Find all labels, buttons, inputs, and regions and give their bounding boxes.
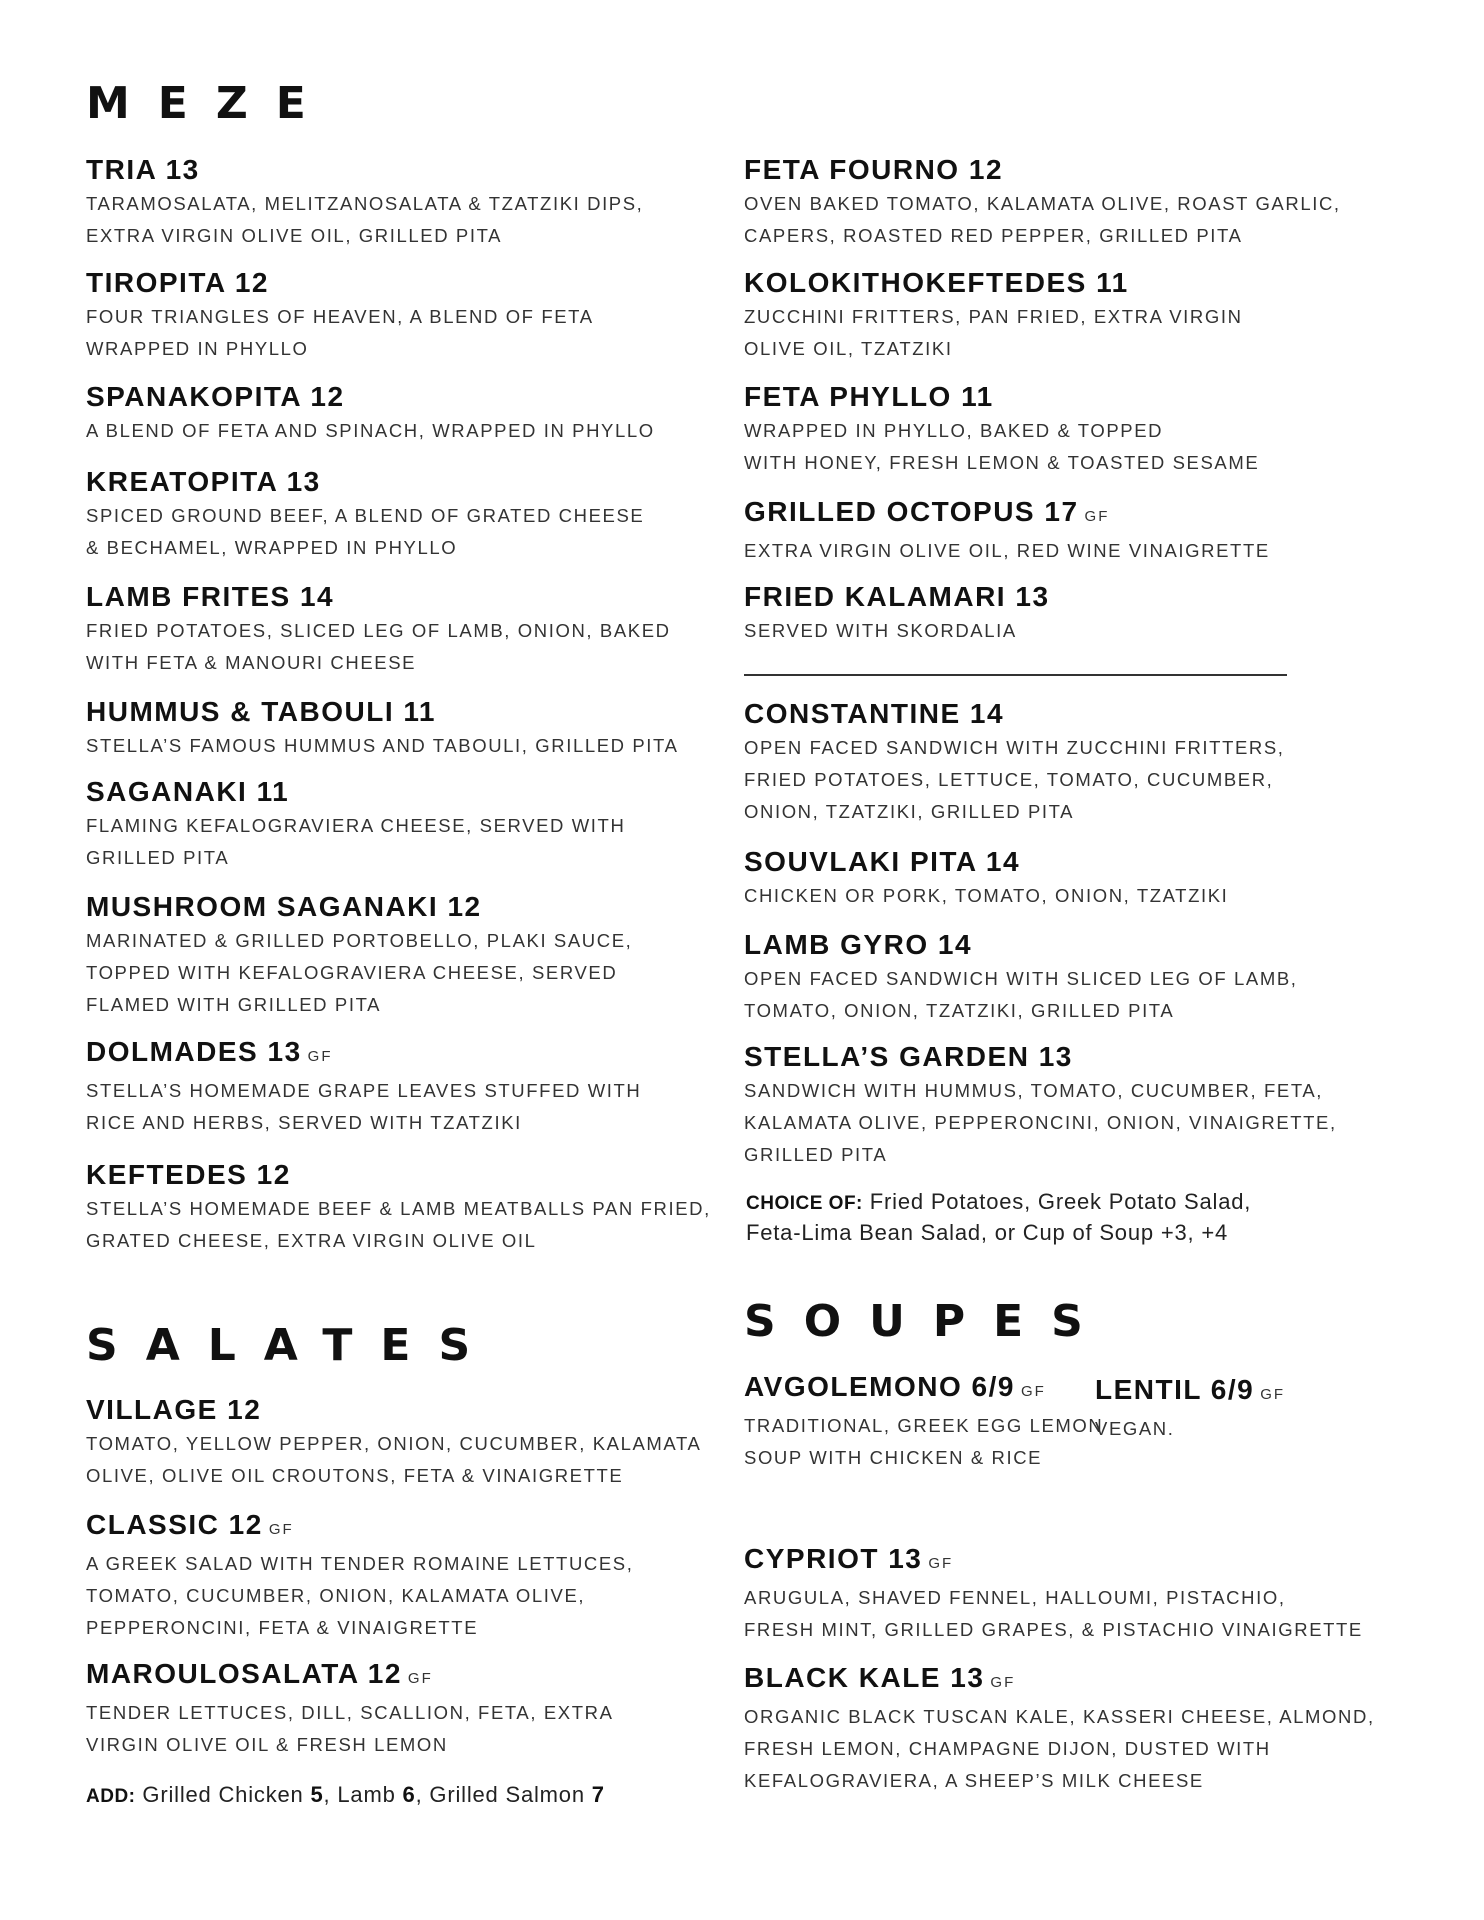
menu-item-grilled-octopus-17: [744, 495, 1344, 567]
menu-item-village-12: [86, 1393, 702, 1492]
menu-item-title: VILLAGE 12: [86, 1394, 262, 1425]
description-line: SERVED WITH SKORDALIA: [744, 620, 1017, 641]
menu-item-stella-s-garden-13: [744, 1040, 1344, 1171]
menu-item-description: [744, 1582, 1363, 1646]
menu-item-constantine-14: [744, 697, 1344, 828]
menu-item-name: [744, 380, 1344, 414]
menu-item-name: [86, 1393, 686, 1427]
gluten-free-tag: GF: [307, 1048, 333, 1065]
description-line: WITH HONEY, FRESH LEMON & TOASTED SESAME: [744, 452, 1260, 473]
menu-item-title: FETA PHYLLO 11: [744, 381, 994, 412]
gluten-free-tag: GF: [1084, 508, 1110, 525]
menu-item-name: [744, 495, 1344, 534]
description-line: KEFALOGRAVIERA, A SHEEP’S MILK CHEESE: [744, 1770, 1204, 1791]
menu-item-name: [744, 1040, 1344, 1074]
menu-item-name: [86, 1657, 686, 1696]
menu-item-title: TRIA 13: [86, 154, 200, 185]
description-line: PEPPERONCINI, FETA & VINAIGRETTE: [86, 1617, 479, 1638]
menu-item-description: [86, 730, 686, 762]
menu-item-description: [86, 1193, 711, 1257]
menu-item-name: [744, 928, 1344, 962]
description-line: EXTRA VIRGIN OLIVE OIL, RED WINE VINAIGRETTE: [744, 540, 1270, 561]
add-text-3: , Grilled Salmon: [415, 1782, 592, 1807]
menu-item-title: SAGANAKI 11: [86, 776, 290, 807]
description-line: SPICED GROUND BEEF, A BLEND OF GRATED CHEESE: [86, 505, 645, 526]
menu-item-title: SPANAKOPITA 12: [86, 381, 345, 412]
section-title-salates: SALATES: [86, 1320, 499, 1371]
description-line: OPEN FACED SANDWICH WITH ZUCCHINI FRITTERS,: [744, 737, 1285, 758]
section-title-soupes: SOUPES: [744, 1296, 1111, 1347]
menu-item-title: DOLMADES 13: [86, 1036, 302, 1067]
description-line: WRAPPED IN PHYLLO: [86, 338, 309, 359]
menu-item-description: [86, 301, 686, 365]
menu-item-kreatopita-13: [86, 465, 686, 564]
menu-item-title: AVGOLEMONO 6/9: [744, 1371, 1015, 1402]
add-note: [86, 1780, 605, 1811]
menu-item-title: HUMMUS & TABOULI 11: [86, 696, 436, 727]
menu-item-black-kale-13: [744, 1661, 1375, 1797]
description-line: TOMATO, ONION, TZATZIKI, GRILLED PITA: [744, 1000, 1175, 1021]
description-line: FLAMING KEFALOGRAVIERA CHEESE, SERVED WITH: [86, 815, 626, 836]
description-line: VEGAN.: [1095, 1418, 1175, 1439]
description-line: GRILLED PITA: [744, 1144, 888, 1165]
description-line: SOUP WITH CHICKEN & RICE: [744, 1447, 1043, 1468]
menu-item-description: [744, 963, 1344, 1027]
menu-item-kolokithokeftedes-11: [744, 266, 1344, 365]
add-text-1: Grilled Chicken: [135, 1782, 311, 1807]
choice-of-text-line1: Fried Potatoes, Greek Potato Salad,: [862, 1189, 1252, 1214]
section-title-meze: MEZE: [86, 78, 334, 129]
description-line: ORGANIC BLACK TUSCAN KALE, KASSERI CHEESE, ALMOND,: [744, 1706, 1375, 1727]
description-line: OPEN FACED SANDWICH WITH SLICED LEG OF LAMB,: [744, 968, 1298, 989]
menu-item-title: SOUVLAKI PITA 14: [744, 846, 1021, 877]
gluten-free-tag: GF: [990, 1674, 1016, 1691]
menu-item-description: [86, 615, 686, 679]
description-line: CHICKEN OR PORK, TOMATO, ONION, TZATZIKI: [744, 885, 1229, 906]
menu-item-title: FRIED KALAMARI 13: [744, 581, 1050, 612]
description-line: TOMATO, CUCUMBER, ONION, KALAMATA OLIVE,: [86, 1585, 586, 1606]
menu-item-title: KREATOPITA 13: [86, 466, 321, 497]
menu-item-name: [744, 266, 1344, 300]
description-line: A GREEK SALAD WITH TENDER ROMAINE LETTUCES,: [86, 1553, 634, 1574]
description-line: GRATED CHEESE, EXTRA VIRGIN OLIVE OIL: [86, 1230, 537, 1251]
description-line: FRESH LEMON, CHAMPAGNE DIJON, DUSTED WITH: [744, 1738, 1271, 1759]
menu-item-description: [744, 535, 1344, 567]
description-line: FLAMED WITH GRILLED PITA: [86, 994, 382, 1015]
add-price-chicken: 5: [310, 1782, 324, 1807]
menu-item-description: [86, 500, 686, 564]
menu-item-spanakopita-12: [86, 380, 686, 447]
description-line: FRESH MINT, GRILLED GRAPES, & PISTACHIO VINAIGRETTE: [744, 1619, 1363, 1640]
menu-item-name: [86, 1035, 686, 1074]
menu-item-name: [86, 1508, 686, 1547]
menu-item-name: [86, 890, 686, 924]
menu-item-title: MUSHROOM SAGANAKI 12: [86, 891, 482, 922]
menu-item-cypriot-13: [744, 1542, 1363, 1646]
menu-item-title: LAMB GYRO 14: [744, 929, 973, 960]
menu-item-title: KEFTEDES 12: [86, 1159, 291, 1190]
menu-item-title: CLASSIC 12: [86, 1509, 263, 1540]
menu-item-title: STELLA’S GARDEN 13: [744, 1041, 1073, 1072]
menu-item-description: [86, 188, 686, 252]
choice-of-label: CHOICE OF:: [746, 1193, 863, 1214]
menu-item-lamb-frites-14: [86, 580, 686, 679]
description-line: ONION, TZATZIKI, GRILLED PITA: [744, 801, 1075, 822]
menu-item-description: [744, 1701, 1375, 1797]
menu-item-name: [744, 1542, 1344, 1581]
add-label: ADD:: [86, 1786, 136, 1807]
description-line: A BLEND OF FETA AND SPINACH, WRAPPED IN PHYLLO: [86, 420, 655, 441]
menu-item-name: [86, 1158, 686, 1192]
choice-of-text-line2: Feta-Lima Bean Salad, or Cup of Soup +3, +4: [746, 1220, 1229, 1245]
menu-item-name: [744, 1661, 1344, 1700]
menu-item-description: [744, 415, 1344, 479]
description-line: FRIED POTATOES, LETTUCE, TOMATO, CUCUMBER,: [744, 769, 1274, 790]
gluten-free-tag: GF: [1020, 1383, 1046, 1400]
description-line: WITH FETA & MANOURI CHEESE: [86, 652, 417, 673]
menu-item-name: [744, 845, 1344, 879]
menu-item-title: CONSTANTINE 14: [744, 698, 1005, 729]
menu-item-description: [86, 1548, 686, 1644]
menu-item-keftedes-12: [86, 1158, 711, 1257]
menu-item-classic-12: [86, 1508, 686, 1644]
description-line: OLIVE, OLIVE OIL CROUTONS, FETA & VINAIGRETTE: [86, 1465, 624, 1486]
gluten-free-tag: GF: [928, 1555, 954, 1572]
description-line: TENDER LETTUCES, DILL, SCALLION, FETA, EXTRA: [86, 1702, 614, 1723]
menu-item-name: [86, 695, 686, 729]
menu-item-description: [1095, 1413, 1484, 1445]
gluten-free-tag: GF: [1260, 1386, 1286, 1403]
menu-item-name: [744, 697, 1344, 731]
menu-item-title: BLACK KALE 13: [744, 1662, 985, 1693]
menu-item-name: [86, 465, 686, 499]
menu-item-fried-kalamari-13: [744, 580, 1344, 647]
menu-item-mushroom-saganaki-12: [86, 890, 686, 1021]
description-line: TOPPED WITH KEFALOGRAVIERA CHEESE, SERVED: [86, 962, 618, 983]
menu-item-title: KOLOKITHOKEFTEDES 11: [744, 267, 1129, 298]
menu-item-tiropita-12: [86, 266, 686, 365]
description-line: WRAPPED IN PHYLLO, BAKED & TOPPED: [744, 420, 1164, 441]
menu-item-name: [86, 380, 686, 414]
description-line: ZUCCHINI FRITTERS, PAN FRIED, EXTRA VIRGIN: [744, 306, 1243, 327]
description-line: FOUR TRIANGLES OF HEAVEN, A BLEND OF FETA: [86, 306, 594, 327]
menu-item-description: [744, 615, 1344, 647]
menu-item-feta-fourno-12: [744, 153, 1344, 252]
description-line: & BECHAMEL, WRAPPED IN PHYLLO: [86, 537, 458, 558]
menu-item-dolmades-13: [86, 1035, 686, 1139]
menu-item-description: [86, 1075, 686, 1139]
menu-item-description: [744, 880, 1344, 912]
menu-item-description: [744, 188, 1344, 252]
menu-item-name: [1095, 1373, 1484, 1412]
description-line: VIRGIN OLIVE OIL & FRESH LEMON: [86, 1734, 448, 1755]
menu-item-description: [86, 925, 686, 1021]
description-line: RICE AND HERBS, SERVED WITH TZATZIKI: [86, 1112, 522, 1133]
add-price-salmon: 7: [591, 1782, 605, 1807]
menu-item-title: MAROULOSALATA 12: [86, 1658, 402, 1689]
description-line: TOMATO, YELLOW PEPPER, ONION, CUCUMBER, KALAMATA: [86, 1433, 702, 1454]
description-line: FRIED POTATOES, SLICED LEG OF LAMB, ONION, BAKED: [86, 620, 671, 641]
add-price-lamb: 6: [402, 1782, 416, 1807]
menu-item-title: LAMB FRITES 14: [86, 581, 335, 612]
menu-item-title: FETA FOURNO 12: [744, 154, 1004, 185]
menu-item-description: [86, 810, 686, 874]
description-line: OVEN BAKED TOMATO, KALAMATA OLIVE, ROAST GARLIC,: [744, 193, 1341, 214]
menu-item-souvlaki-pita-14: [744, 845, 1344, 912]
description-line: STELLA’S HOMEMADE BEEF & LAMB MEATBALLS PAN FRIED,: [86, 1198, 711, 1219]
menu-item-name: [744, 580, 1344, 614]
menu-item-description: [744, 732, 1344, 828]
gluten-free-tag: GF: [268, 1521, 294, 1538]
menu-item-description: [86, 415, 686, 447]
menu-item-description: [86, 1428, 702, 1492]
description-line: GRILLED PITA: [86, 847, 230, 868]
gluten-free-tag: GF: [407, 1670, 433, 1687]
menu-item-tria-13: [86, 153, 686, 252]
description-line: OLIVE OIL, TZATZIKI: [744, 338, 953, 359]
menu-item-description: [86, 1697, 686, 1761]
menu-item-title: CYPRIOT 13: [744, 1543, 923, 1574]
description-line: EXTRA VIRGIN OLIVE OIL, GRILLED PITA: [86, 225, 503, 246]
menu-item-name: [744, 153, 1344, 187]
description-line: STELLA’S FAMOUS HUMMUS AND TABOULI, GRILLED PITA: [86, 735, 679, 756]
menu-item-lamb-gyro-14: [744, 928, 1344, 1027]
menu-item-title: LENTIL 6/9: [1095, 1374, 1255, 1405]
menu-item-title: TIROPITA 12: [86, 267, 269, 298]
menu-item-lentil-6-9: [1095, 1373, 1484, 1445]
menu-item-feta-phyllo-11: [744, 380, 1344, 479]
add-text-2: , Lamb: [323, 1782, 403, 1807]
menu-item-name: [86, 580, 686, 614]
menu-item-maroulosalata-12: [86, 1657, 686, 1761]
menu-item-saganaki-11: [86, 775, 686, 874]
description-line: MARINATED & GRILLED PORTOBELLO, PLAKI SAUCE,: [86, 930, 633, 951]
description-line: CAPERS, ROASTED RED PEPPER, GRILLED PITA: [744, 225, 1243, 246]
menu-item-description: [744, 301, 1344, 365]
description-line: STELLA’S HOMEMADE GRAPE LEAVES STUFFED WITH: [86, 1080, 642, 1101]
section-divider: [744, 674, 1287, 676]
menu-item-name: [86, 266, 686, 300]
description-line: SANDWICH WITH HUMMUS, TOMATO, CUCUMBER, FETA,: [744, 1080, 1324, 1101]
description-line: KALAMATA OLIVE, PEPPERONCINI, ONION, VINAIGRETTE,: [744, 1112, 1337, 1133]
choice-of-note: [746, 1187, 1251, 1247]
menu-item-title: GRILLED OCTOPUS 17: [744, 496, 1079, 527]
menu-item-name: [86, 775, 686, 809]
description-line: TARAMOSALATA, MELITZANOSALATA & TZATZIKI DIPS,: [86, 193, 644, 214]
menu-item-name: [86, 153, 686, 187]
menu-item-hummus-tabouli-11: [86, 695, 686, 762]
description-line: ARUGULA, SHAVED FENNEL, HALLOUMI, PISTACHIO,: [744, 1587, 1286, 1608]
description-line: TRADITIONAL, GREEK EGG LEMON: [744, 1415, 1104, 1436]
menu-item-description: [744, 1075, 1344, 1171]
